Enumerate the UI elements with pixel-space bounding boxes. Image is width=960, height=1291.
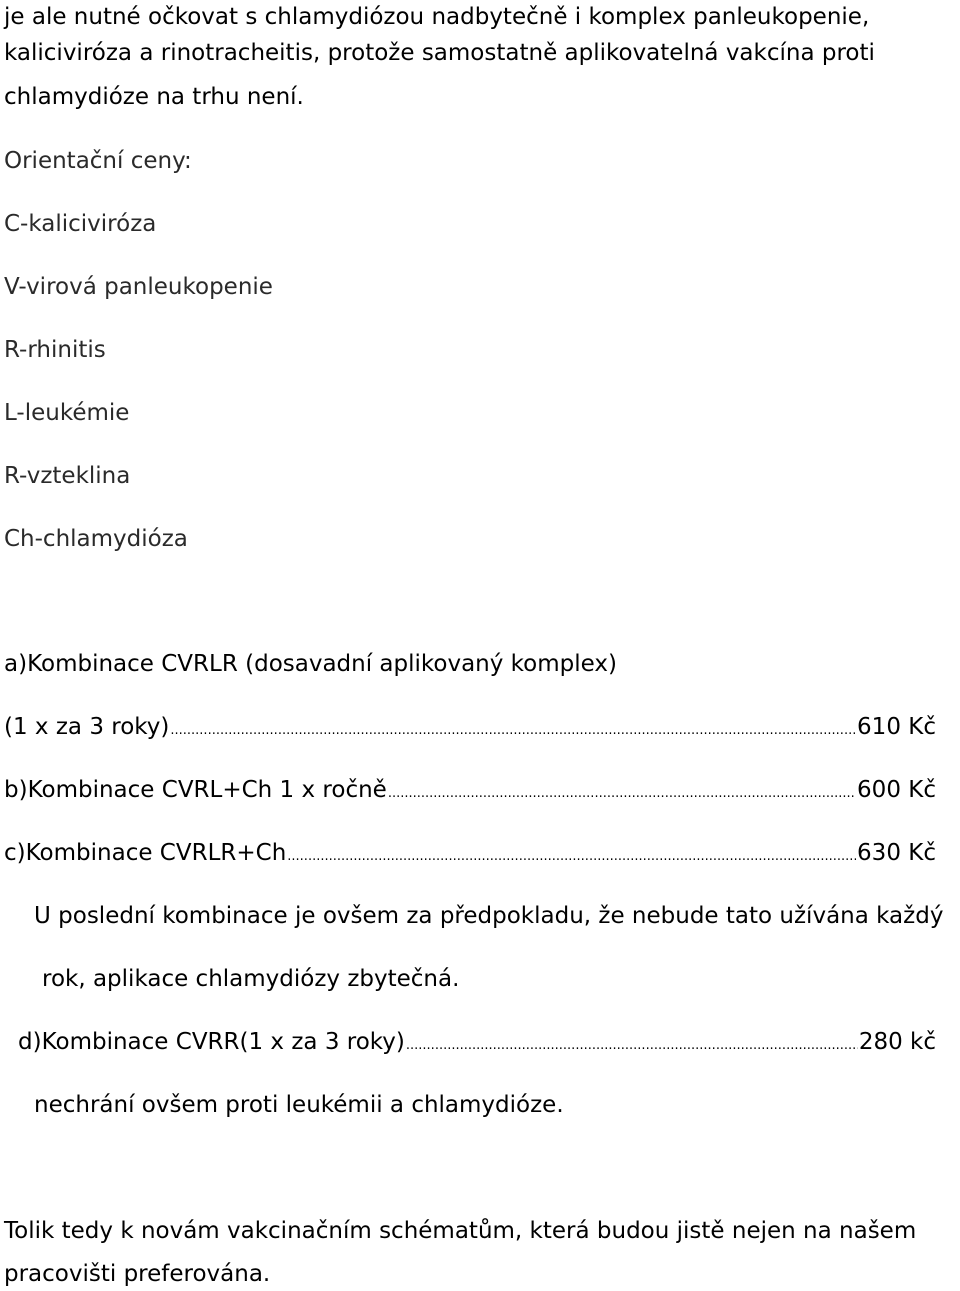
closing-line-1: Tolik tedy k novám vakcinačním schématům, která budou jistě nejen na našem — [4, 1218, 917, 1244]
combo-c-note-line-2: rok, aplikace chlamydiózy zbytečná. — [42, 966, 460, 992]
legend-item: V-virová panleukopenie — [4, 274, 273, 300]
closing-line-2: pracovišti preferována. — [4, 1261, 271, 1287]
intro-line-2: kaliciviróza a rinotracheitis, protože samostatně aplikovatelná vakcína proti — [4, 40, 875, 66]
legend-item: Ch-chlamydióza — [4, 526, 188, 552]
combo-d-price: 280 kč — [858, 1029, 936, 1055]
combo-b-label: b)Kombinace CVRL+Ch 1 x ročně — [4, 777, 387, 803]
intro-line-1: je ale nutné očkovat s chlamydiózou nadbytečně i komplex panleukopenie, — [4, 4, 870, 30]
combo-b-price: 600 Kč — [857, 777, 936, 803]
legend-item: C-kaliciviróza — [4, 211, 157, 237]
legend-item: R-rhinitis — [4, 337, 106, 363]
combo-a-price: 610 Kč — [857, 714, 936, 740]
combo-b-price-row — [4, 775, 936, 809]
dot-leader — [406, 1031, 858, 1061]
combo-c-price: 630 Kč — [857, 840, 936, 866]
combo-c-price-row — [4, 838, 936, 872]
combo-a-title: a)Kombinace CVRLR (dosavadní aplikovaný komplex) — [4, 651, 617, 677]
combo-d-label: d)Kombinace CVRR(1 x za 3 roky) — [18, 1029, 405, 1055]
combo-c-label: c)Kombinace CVRLR+Ch — [4, 840, 287, 866]
prices-heading: Orientační ceny: — [4, 148, 192, 174]
combo-c-note-line-1: U poslední kombinace je ovšem za předpokladu, že nebude tato užívána každý — [34, 903, 944, 929]
combo-a-price-row — [4, 712, 936, 746]
combo-a-label: (1 x za 3 roky) — [4, 714, 170, 740]
legend-item: L-leukémie — [4, 400, 130, 426]
dot-leader — [170, 716, 856, 746]
combo-d-price-row — [18, 1027, 936, 1061]
intro-line-3: chlamydióze na trhu není. — [4, 84, 304, 110]
combo-d-note: nechrání ovšem proti leukémii a chlamydióze. — [34, 1092, 564, 1118]
dot-leader — [388, 779, 856, 809]
legend-item: R-vzteklina — [4, 463, 131, 489]
dot-leader — [287, 842, 856, 872]
